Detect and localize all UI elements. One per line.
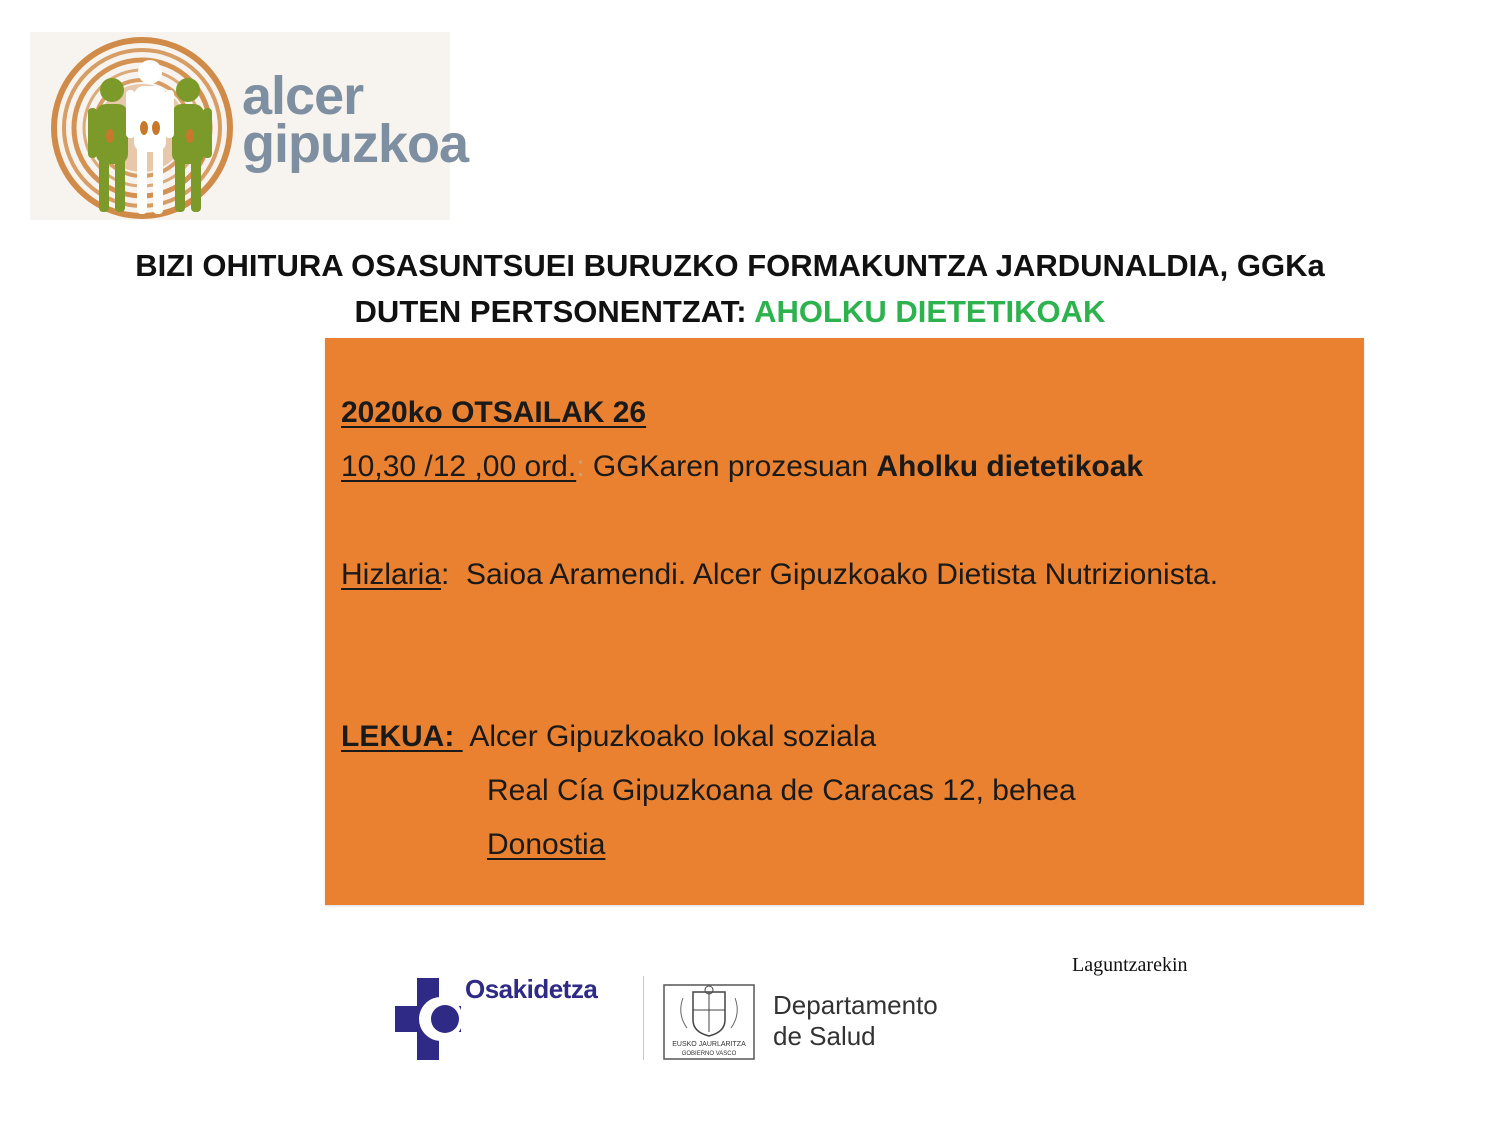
logo-divider	[643, 976, 644, 1060]
event-topic: Aholku dietetikoak	[876, 450, 1144, 483]
title-accent: AHOLKU DIETETIKOAK	[754, 294, 1106, 329]
place-address: Real Cía Gipuzkoana de Caracas 12, behea	[487, 774, 1076, 807]
logo-wordmark	[242, 66, 469, 174]
logo-line-gipuzkoa: gipuzkoa	[242, 114, 469, 174]
speaker-label: Hizlaria	[341, 558, 442, 591]
page-title	[40, 243, 1420, 335]
seal-line-1: EUSKO JAURLARITZA	[672, 1041, 746, 1048]
event-time: 10,30 /12 ,00 ord.	[341, 450, 577, 483]
seal-line-2: GOBIERNO VASCO	[681, 1051, 737, 1057]
support-label: Laguntzarekin	[1072, 954, 1188, 976]
event-topic-prefix: GGKaren prozesuan	[584, 450, 877, 483]
event-info-box	[325, 338, 1364, 905]
speaker-value: Saioa Aramendi. Alcer Gipuzkoako Dietista Nutrizionista.	[466, 558, 1219, 591]
place-city: Donostia	[487, 828, 606, 861]
title-line-2	[40, 289, 1420, 335]
place-venue: Alcer Gipuzkoako lokal soziala	[462, 720, 877, 753]
title-line-2-text: DUTEN PERTSONENTZAT:	[354, 294, 755, 329]
title-line-1: BIZI OHITURA OSASUNTSUEI BURUZKO FORMAKUNTZA JARDUNALDIA, GGKa	[135, 248, 1325, 283]
osakidetza-logo-text: Osakidetza	[465, 974, 598, 1004]
speaker-line	[341, 558, 1218, 592]
event-date: 2020ko OTSAILAK 26	[341, 396, 647, 429]
event-time-separator: :	[576, 450, 585, 483]
logo-line-alcer: alcer	[242, 66, 364, 126]
department-line-2: de Salud	[773, 1021, 876, 1051]
sponsor-logos	[395, 970, 965, 1065]
department-name	[773, 990, 938, 1052]
speaker-separator: :	[441, 558, 467, 591]
place-line-1	[341, 720, 876, 754]
alcer-gipuzkoa-logo	[30, 32, 469, 220]
event-time-line	[341, 450, 1143, 484]
basque-government-seal-icon	[663, 984, 755, 1060]
department-line-1: Departamento	[773, 990, 938, 1020]
place-label: LEKUA:	[341, 720, 463, 753]
osakidetza-cross-icon	[395, 978, 465, 1068]
